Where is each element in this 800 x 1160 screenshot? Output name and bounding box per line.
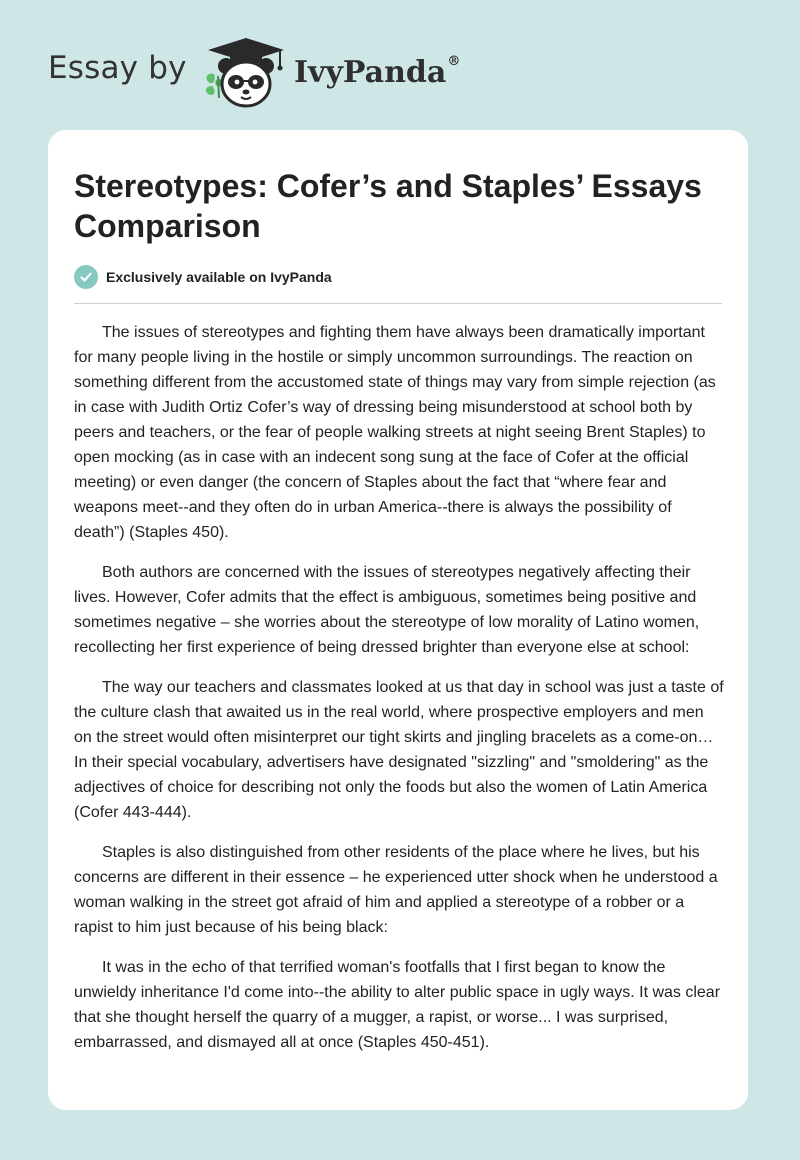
paragraph: Staples is also distinguished from other residents of the place where he lives, but his concerns are different in their essence – he experienced utter shock when he understood a woman walking in the street got afraid of him and applied a stereotype of a robber or a rapist to him just because of his being black: (74, 844, 718, 936)
brand-logo-text[interactable] (294, 55, 460, 90)
paragraph: Both authors are concerned with the issues of stereotypes negatively affecting their lives. However, Cofer admits that the effect is ambiguous, sometimes being positive and sometimes negative – she worries about the stereotype of low morality of Latino women, recollecting her first experience of being dressed brighter than everyone else at school: (74, 564, 700, 656)
paragraph: It was in the echo of that terrified woman's footfalls that I first began to know the unwieldy inheritance I'd come into--the ability to alter public space in ugly ways. It was clear that she thought herself the quarry of a mugger, a rapist, or worse... I was surprised, embarrassed, and dismayed all at once (Staples 450-451). (74, 959, 721, 1051)
essay-by-label: Essay by (48, 50, 187, 86)
exclusive-badge (74, 264, 332, 290)
check-icon (74, 265, 98, 289)
divider (74, 303, 722, 304)
site-header (0, 0, 800, 120)
paragraph: The issues of stereotypes and fighting them have always been dramatically important for many people living in the hostile or simply uncommon surroundings. The reaction on something different from the accustomed state of things may vary from simple rejection (as in case with Judith Ortiz Cofer’s way of dressing being misunderstood at school both by peers and teachers, or the fear of people walking streets at night seeing Brent Staples) to open mocking (as in case with an indecent song sung at the face of Cofer at the official meeting) or even danger (the concern of Staples about the fact that “where fear and weapons meet--and they often do in urban America--there is always the possibility of death”) (Staples 450). (74, 324, 716, 541)
exclusive-label: Exclusively available on IvyPanda (106, 269, 332, 285)
registered-mark: ® (447, 54, 461, 69)
essay-card (48, 130, 748, 1110)
panda-graduate-icon[interactable] (200, 36, 290, 110)
essay-title: Stereotypes: Cofer’s and Staples’ Essays Comparison (74, 168, 702, 244)
brand-name: IvyPanda (294, 55, 447, 90)
essay-body (74, 320, 724, 1070)
paragraph: The way our teachers and classmates looked at us that day in school was just a taste of the culture clash that awaited us in the real world, where prospective employers and men on the street would often misinterpret our tight skirts and jingling bracelets as a come-on… In their special vocabulary, advertisers have designated "sizzling" and "smoldering" as the adjectives of choice for describing not only the foods but also the women of Latin America (Cofer 443-444). (74, 679, 724, 821)
